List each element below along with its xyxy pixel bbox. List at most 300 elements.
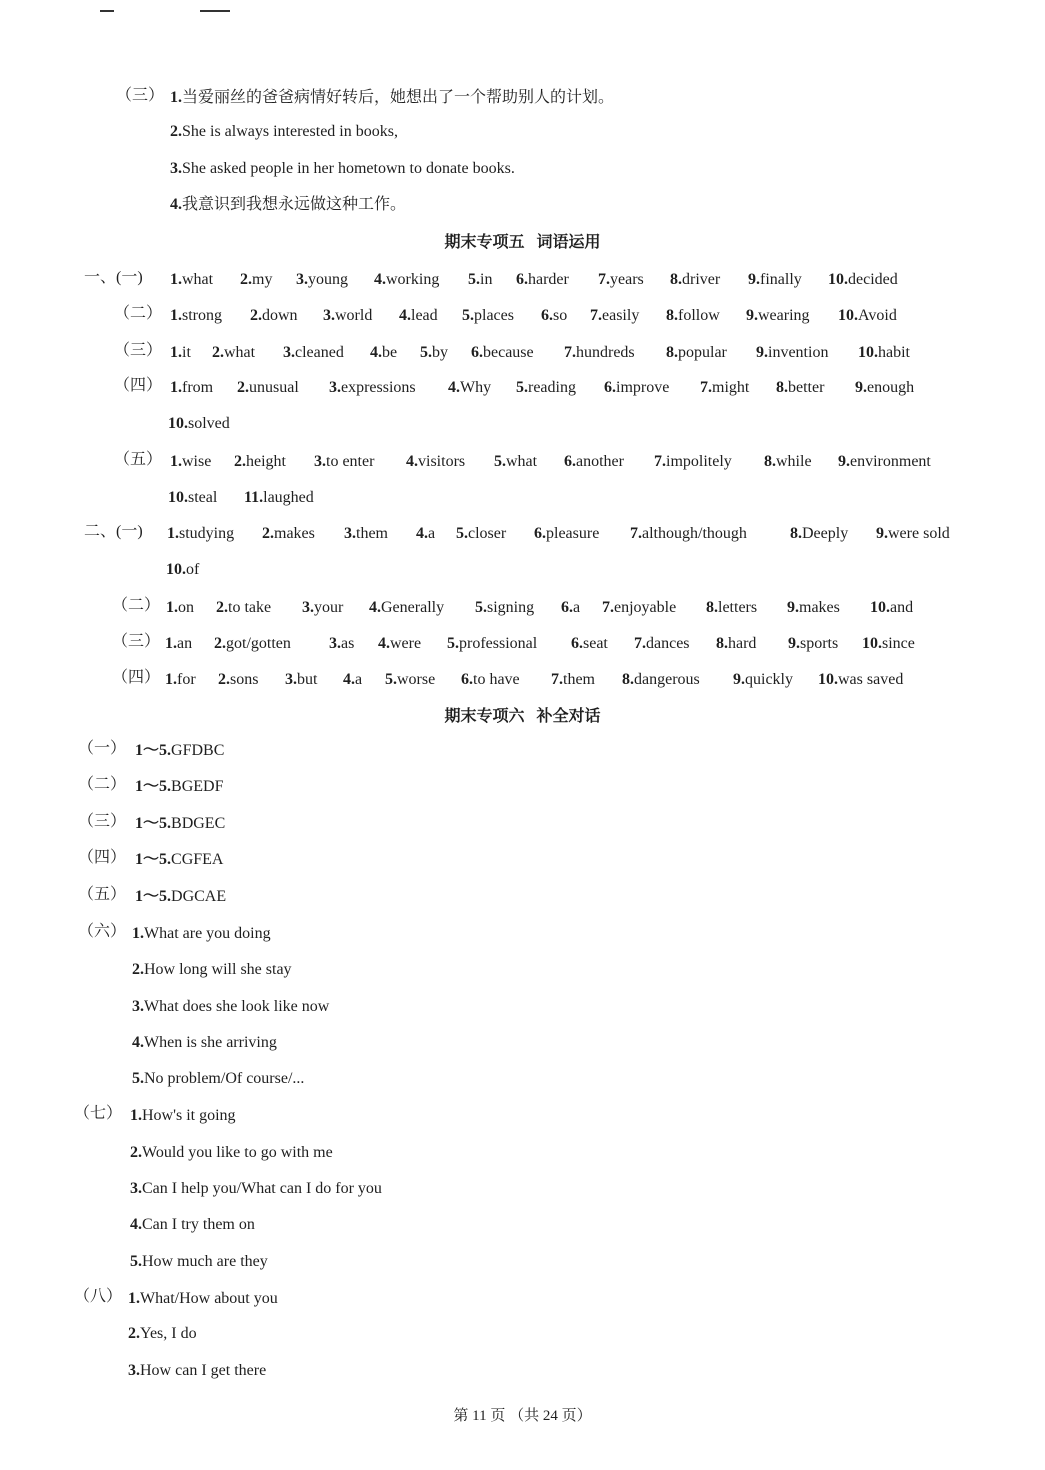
answer-item: [314, 452, 374, 472]
answer-number: 9.: [788, 635, 800, 652]
answer-text: them: [563, 671, 595, 688]
answer-text: enjoyable: [614, 599, 677, 616]
answer-line: [132, 924, 271, 944]
answer-text: what: [224, 344, 256, 361]
answer-number: 7.: [630, 525, 642, 542]
answer-number: 6.: [534, 525, 546, 542]
answer-number: 4.: [378, 635, 390, 652]
answer-number: 4.: [343, 671, 355, 688]
answer-line: 2.She is always interested in books,: [170, 123, 398, 140]
answer-number: 5.: [130, 1253, 142, 1270]
answer-item: [666, 343, 727, 363]
answer-text: invention: [768, 344, 829, 361]
answer-text: hundreds: [576, 344, 635, 361]
answer-text: improve: [616, 379, 670, 396]
answer-text: steal: [188, 489, 218, 506]
group-label: 二、(一): [84, 523, 143, 540]
answer-item: [858, 343, 910, 363]
answer-text: sports: [800, 635, 839, 652]
answer-number: 7.: [700, 379, 712, 396]
answer-number: 9.: [876, 525, 888, 542]
answer-number: 2.: [237, 379, 249, 396]
answer-text: Avoid: [858, 307, 897, 324]
answer-item: [733, 670, 793, 690]
answer-number: 2.: [262, 525, 274, 542]
answer-number: 3.: [130, 1180, 142, 1197]
answer-number: 2.: [212, 344, 224, 361]
answer-text: laughed: [263, 489, 314, 506]
answer-text: Deeply: [802, 525, 849, 542]
answer-item: [790, 524, 848, 544]
answer-text: got/gotten: [226, 635, 291, 652]
answer-number: 6.: [564, 453, 576, 470]
answer-text: my: [252, 271, 273, 288]
answer-text: signing: [487, 599, 535, 616]
answer-text: lead: [411, 307, 438, 324]
answer-item: [166, 560, 199, 580]
answer-number: 2.: [218, 671, 230, 688]
answer-text: What does she look like now: [144, 998, 330, 1015]
answer-number: 6.: [561, 599, 573, 616]
answer-number: 1.: [130, 1107, 142, 1124]
answer-number: 2.: [240, 271, 252, 288]
answer-text: as: [341, 635, 355, 652]
group-label: （二）: [114, 305, 163, 322]
answer-text: to enter: [326, 453, 375, 470]
answer-number: 1～5.: [135, 778, 172, 795]
answer-number: 10.: [838, 307, 858, 324]
answer-item: [378, 634, 421, 654]
answer-number: 2.: [250, 307, 262, 324]
answer-number: 5.: [132, 1070, 144, 1087]
answer-text: makes: [799, 599, 840, 616]
answer-line: [132, 997, 329, 1017]
answer-text: might: [712, 379, 750, 396]
answer-item: [329, 634, 354, 654]
answer-line: [132, 1033, 277, 1053]
answer-number: 7.: [551, 671, 563, 688]
answer-item: [456, 524, 506, 544]
answer-number: 3.: [314, 453, 326, 470]
answer-item: [448, 378, 491, 398]
answer-item: [170, 452, 211, 472]
answer-number: 4.: [132, 1034, 144, 1051]
answer-number: 5.: [456, 525, 468, 542]
answer-number: 1.: [165, 671, 177, 688]
answer-number: 6.: [604, 379, 616, 396]
group-label: （三）: [112, 633, 161, 650]
answer-number: 1.: [165, 635, 177, 652]
answer-item: [218, 670, 258, 690]
answer-text: When is she arriving: [144, 1034, 277, 1051]
answer-number: 1～5.: [135, 815, 172, 832]
answer-text: closer: [468, 525, 507, 542]
answer-number: 1.: [167, 525, 179, 542]
answer-number: 4.: [374, 271, 386, 288]
answer-item: [706, 598, 757, 618]
answer-item: [634, 634, 690, 654]
answer-number: 1.: [170, 379, 182, 396]
answer-item: [475, 598, 534, 618]
answer-text: No problem/Of course/...: [144, 1070, 305, 1087]
answer-text: driver: [682, 271, 721, 288]
answer-text: be: [382, 344, 398, 361]
answer-number: 4.: [369, 599, 381, 616]
answer-text: reading: [528, 379, 576, 396]
answer-number: 4.: [370, 344, 382, 361]
answer-item: [168, 488, 217, 508]
answer-number: 1.: [170, 344, 182, 361]
group-label: （二）: [112, 597, 161, 614]
answer-number: 2.: [132, 961, 144, 978]
answer-line: [130, 1106, 236, 1126]
answer-item: [876, 524, 950, 544]
answer-text: Would you like to go with me: [142, 1144, 333, 1161]
answer-text: Generally: [381, 599, 445, 616]
answer-line: [130, 1179, 382, 1199]
answer-line: [132, 960, 292, 980]
answer-item: [285, 670, 317, 690]
answer-text: wise: [182, 453, 212, 470]
answer-item: [344, 524, 388, 544]
answer-number: 4.: [130, 1216, 142, 1233]
answer-number: 3.: [285, 671, 297, 688]
answer-number: 1.: [166, 599, 178, 616]
answer-item: [283, 343, 344, 363]
answer-number: 1.: [170, 453, 182, 470]
answer-item: [564, 452, 624, 472]
answer-item: [302, 598, 343, 618]
answer-number: 1～5.: [135, 742, 172, 759]
answer-number: 7.: [564, 344, 576, 361]
answer-item: [788, 634, 838, 654]
answer-item: [170, 378, 213, 398]
answer-text: sons: [230, 671, 259, 688]
answer-item: [630, 524, 747, 544]
answer-text: was saved: [838, 671, 904, 688]
answer-line: [128, 1289, 278, 1309]
answer-number: 1～5.: [135, 851, 172, 868]
answer-item: [165, 634, 192, 654]
answer-number: 10.: [870, 599, 890, 616]
group-label: （一）: [78, 740, 127, 757]
answer-text: popular: [678, 344, 727, 361]
answer-text: young: [308, 271, 348, 288]
answer-item: [746, 306, 810, 326]
answer-number: 8.: [666, 344, 678, 361]
answer-text: studying: [179, 525, 235, 542]
answer-text: How long will she stay: [144, 961, 292, 978]
answer-text: because: [483, 344, 534, 361]
answer-number: 6.: [461, 671, 473, 688]
section-heading: 期末专项五 词语运用: [444, 234, 601, 251]
answer-text: were: [390, 635, 422, 652]
answer-number: 9.: [756, 344, 768, 361]
answer-item: [670, 270, 720, 290]
group-label: （五）: [114, 451, 163, 468]
answer-item: [216, 598, 271, 618]
group-label: （四）: [112, 669, 161, 686]
group-label: （三）: [78, 813, 127, 830]
answer-number: 10.: [166, 561, 186, 578]
answer-number: 10.: [818, 671, 838, 688]
answer-item: [212, 343, 255, 363]
answer-text: and: [890, 599, 914, 616]
answer-text: pleasure: [546, 525, 600, 542]
answer-number: 9.: [855, 379, 867, 396]
answer-item: [561, 598, 580, 618]
answer-text: so: [553, 307, 568, 324]
answer-item: [700, 378, 749, 398]
answer-number: 5.: [494, 453, 506, 470]
answer-number: 5.: [475, 599, 487, 616]
answer-item: [622, 670, 700, 690]
answer-text: were sold: [888, 525, 950, 542]
answer-number: 5.: [385, 671, 397, 688]
answer-number: 6.: [541, 307, 553, 324]
answer-text: world: [335, 307, 373, 324]
answer-item: [170, 343, 191, 363]
answer-text: habit: [878, 344, 910, 361]
answer-text: a: [428, 525, 436, 542]
answer-text: environment: [850, 453, 931, 470]
answer-item: [168, 414, 230, 434]
group-label: （三）: [116, 87, 165, 104]
answer-text: DGCAE: [171, 888, 227, 905]
answer-item: [461, 670, 520, 690]
answer-item: [170, 270, 213, 290]
answer-text: Why: [460, 379, 492, 396]
answer-number: 5.: [462, 307, 474, 324]
answer-text: hard: [728, 635, 757, 652]
answer-item: [369, 598, 444, 618]
answer-text: quickly: [745, 671, 793, 688]
answer-item: [234, 452, 286, 472]
answer-number: 1～5.: [135, 888, 172, 905]
answer-item: [447, 634, 537, 654]
answer-number: 9.: [838, 453, 850, 470]
answer-text: professional: [459, 635, 538, 652]
answer-item: [468, 270, 492, 290]
answer-number: 2.: [130, 1144, 142, 1161]
answer-text: seat: [583, 635, 608, 652]
answer-text: of: [186, 561, 200, 578]
answer-number: 6.: [471, 344, 483, 361]
answer-item: [748, 270, 802, 290]
answer-item: [165, 670, 196, 690]
answer-item: [296, 270, 348, 290]
answer-text: strong: [182, 307, 222, 324]
answer-line: [128, 1324, 197, 1344]
answer-text: visitors: [418, 453, 466, 470]
group-label: （五）: [78, 886, 127, 903]
answer-number: 10.: [168, 489, 188, 506]
answer-number: 3.: [283, 344, 295, 361]
answer-text: working: [386, 271, 440, 288]
answer-text: dances: [646, 635, 690, 652]
answer-number: 7.: [590, 307, 602, 324]
answer-text: it: [182, 344, 191, 361]
answer-number: 2.: [128, 1325, 140, 1342]
answer-number: 10.: [862, 635, 882, 652]
answer-text: decided: [848, 271, 898, 288]
answer-text: harder: [528, 271, 569, 288]
answer-text: your: [314, 599, 344, 616]
answer-item: [170, 306, 222, 326]
answer-number: 1.: [170, 307, 182, 324]
answer-number: 2.: [216, 599, 228, 616]
answer-number: 3.: [302, 599, 314, 616]
answer-item: [135, 777, 223, 797]
group-label: （三）: [114, 342, 163, 359]
answer-text: What/How about you: [140, 1290, 278, 1307]
answer-text: Yes, I do: [140, 1325, 197, 1342]
answer-item: [516, 270, 569, 290]
answer-text: down: [262, 307, 298, 324]
section-heading: 期末专项六 补全对话: [444, 708, 601, 725]
answer-number: 9.: [787, 599, 799, 616]
answer-text: a: [573, 599, 581, 616]
answer-number: 1.: [128, 1290, 140, 1307]
answer-number: 9.: [748, 271, 760, 288]
answer-item: [838, 306, 897, 326]
answer-item: [250, 306, 298, 326]
answer-item: [323, 306, 372, 326]
answer-number: 8.: [670, 271, 682, 288]
answer-number: 4.: [406, 453, 418, 470]
answer-number: 7.: [602, 599, 614, 616]
answer-item: [776, 378, 824, 398]
answer-number: 7.: [654, 453, 666, 470]
answer-text: expressions: [341, 379, 416, 396]
answer-item: [716, 634, 756, 654]
answer-text: although/though: [642, 525, 747, 542]
answer-line: 1.当爱丽丝的爸爸病情好转后，她想出了一个帮助别人的计划。: [170, 89, 615, 106]
answer-item: [787, 598, 840, 618]
answer-number: 4.: [399, 307, 411, 324]
answer-item: [564, 343, 635, 363]
answer-item: [462, 306, 514, 326]
group-label: （四）: [78, 849, 127, 866]
answer-number: 1.: [170, 271, 182, 288]
answer-item: [399, 306, 438, 326]
answer-item: [862, 634, 915, 654]
answer-item: [571, 634, 608, 654]
answer-item: [756, 343, 828, 363]
group-label: （六）: [78, 923, 127, 940]
answer-text: BGEDF: [171, 778, 224, 795]
answer-number: 7.: [598, 271, 610, 288]
top-scan-marks: [100, 10, 240, 14]
answer-text: while: [776, 453, 812, 470]
answer-text: impolitely: [666, 453, 732, 470]
answer-text: years: [610, 271, 644, 288]
answer-text: Can I try them on: [142, 1216, 255, 1233]
answer-item: [516, 378, 576, 398]
answer-item: [166, 598, 194, 618]
answer-text: what: [506, 453, 538, 470]
answer-number: 2.: [234, 453, 246, 470]
answer-number: 8.: [666, 307, 678, 324]
answer-line: [130, 1143, 333, 1163]
answer-text: CGFEA: [171, 851, 224, 868]
answer-item: [534, 524, 599, 544]
answer-item: [214, 634, 291, 654]
answer-item: [764, 452, 812, 472]
answer-number: 10.: [168, 415, 188, 432]
answer-text: them: [356, 525, 388, 542]
answer-text: another: [576, 453, 624, 470]
answer-number: 3.: [128, 1362, 140, 1379]
answer-text: How can I get there: [140, 1362, 267, 1379]
answer-number: 5.: [447, 635, 459, 652]
answer-text: wearing: [758, 307, 810, 324]
answer-number: 10.: [858, 344, 878, 361]
answer-item: [416, 524, 435, 544]
answer-number: 2.: [214, 635, 226, 652]
answer-text: solved: [188, 415, 230, 432]
answer-item: [818, 670, 903, 690]
answer-item: [167, 524, 234, 544]
answer-number: 3.: [329, 379, 341, 396]
answer-line: 4.我意识到我想永远做这种工作。: [170, 196, 407, 213]
answer-item: [329, 378, 416, 398]
answer-text: places: [474, 307, 514, 324]
answer-number: 3.: [132, 998, 144, 1015]
answer-number: 4.: [416, 525, 428, 542]
answer-text: easily: [602, 307, 640, 324]
answer-item: [598, 270, 644, 290]
answer-text: enough: [867, 379, 915, 396]
answer-text: in: [480, 271, 493, 288]
answer-item: [828, 270, 898, 290]
answer-item: [666, 306, 720, 326]
answer-text: cleaned: [295, 344, 344, 361]
answer-text: letters: [718, 599, 758, 616]
answer-line: 3.She asked people in her hometown to donate books.: [170, 160, 515, 177]
answer-text: better: [788, 379, 825, 396]
group-label: 一、(一): [84, 269, 143, 286]
answer-text: for: [177, 671, 196, 688]
answer-number: 8.: [764, 453, 776, 470]
answer-item: [135, 887, 226, 907]
answer-item: [262, 524, 315, 544]
answer-text: GFDBC: [171, 742, 225, 759]
page-footer: 第 11 页 （共 24 页）: [453, 1408, 592, 1424]
group-label: （八）: [74, 1288, 123, 1305]
answer-item: [604, 378, 669, 398]
answer-text: since: [882, 635, 915, 652]
answer-text: height: [246, 453, 286, 470]
answer-number: 8.: [716, 635, 728, 652]
answer-number: 11.: [244, 489, 264, 506]
answer-item: [244, 488, 314, 508]
answer-number: 3.: [323, 307, 335, 324]
answer-number: 5.: [468, 271, 480, 288]
group-label: （七）: [74, 1105, 123, 1122]
answer-item: [135, 741, 224, 761]
answer-number: 8.: [706, 599, 718, 616]
answer-text: worse: [397, 671, 436, 688]
answer-item: [838, 452, 931, 472]
answer-number: 9.: [746, 307, 758, 324]
answer-number: 9.: [733, 671, 745, 688]
group-label: （二）: [78, 776, 127, 793]
answer-line: [130, 1215, 255, 1235]
answer-text: How much are they: [142, 1253, 268, 1270]
answer-number: 5.: [420, 344, 432, 361]
answer-item: [374, 270, 439, 290]
